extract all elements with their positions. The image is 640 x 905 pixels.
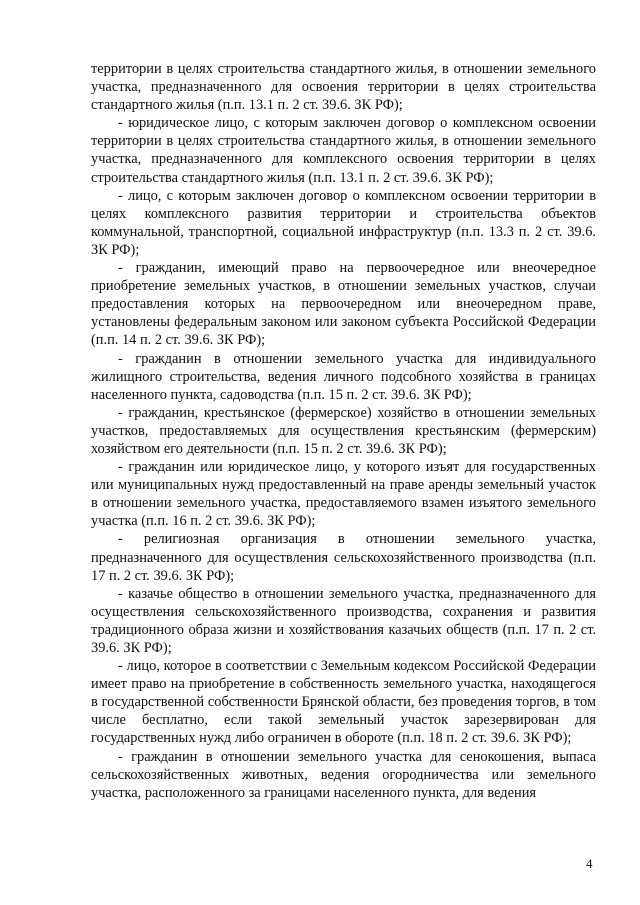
list-item-seized-land-replacement: - гражданин или юридическое лицо, у которого изъят для государственных или муниципальных нужд предоставленный на праве аренды земельный участок в отношении земельного участка, предоставляемого взамен изъятого земельного участка (п.п. 16 п. 2 ст. 39.6. ЗК РФ); bbox=[91, 459, 596, 530]
list-item-complex-development-contract: - лицо, с которым заключен договор о комплексном освоении территории в целях комплексного развития территории и строительства объектов коммунальной, транспортной, социальной инфраструктур (п.п. 13.3 п. 2 ст. 39.6. ЗК РФ); bbox=[91, 187, 596, 258]
paragraph-continuation: территории в целях строительства стандартного жилья, в отношении земельного участка, предназначенного для освоения территории в целях строительства стандартного жилья (п.п. 13.1 п. 2 ст. 39.6. ЗК РФ); bbox=[91, 61, 596, 114]
list-item-farm-household: - гражданин, крестьянское (фермерское) хозяйство в отношении земельных участков, предоставляемых для осуществления крестьянским (фермерским) хозяйством его деятельности (п.п. 15 п. 2 ст. 39.6. ЗК РФ); bbox=[91, 404, 596, 457]
list-item-religious-organization: - религиозная организация в отношении земельного участка, предназначенного для осуществления сельскохозяйственного производства (п.п. 17 п. 2 ст. 39.6. ЗК РФ); bbox=[91, 531, 596, 584]
list-item-haymaking-grazing: - гражданин в отношении земельного участка для сенокошения, выпаса сельскохозяйственных животных, ведения огородничества или земельного участка, расположенного за границами населенного пункта, для ведения bbox=[91, 748, 596, 801]
list-item-cossack-society: - казачье общество в отношении земельного участка, предназначенного для осуществления сельскохозяйственного производства, сохранения и развития традиционного образа жизни и хозяйствования казачьих обществ (п.п. 17 п. 2 ст. 39.6. ЗК РФ); bbox=[91, 585, 596, 656]
list-item-priority-acquisition-right: - гражданин, имеющий право на первоочередное или внеочередное приобретение земельных участков, в отношении земельных участков, случаи предоставления которых на первоочередном или внеочередном праве, установлены федеральным законом или законом субъекта Российской Федерации (п.п. 14 п. 2 ст. 39.6. ЗК РФ); bbox=[91, 260, 596, 349]
list-item-reserved-land: - лицо, которое в соответствии с Земельным кодексом Российской Федерации имеет право на приобретение в собственность земельного участка, находящегося в государственной собственности Брянской области, без проведения торгов, в том числе бесплатно, если такой земельный участок зарезервирован для государственных нужд либо ограничен в обороте (п.п. 18 п. 2 ст. 39.6. ЗК РФ); bbox=[91, 658, 596, 747]
list-item-legal-entity-standard-housing: - юридическое лицо, с которым заключен договор о комплексном освоении территории в целях строительства стандартного жилья, в отношении земельного участка, предназначенного для комплексного освоения территории в целях строительства стандартного жилья (п.п. 13.1 п. 2 ст. 39.6. ЗК РФ); bbox=[91, 115, 596, 186]
list-item-individual-housing: - гражданин в отношении земельного участка для индивидуального жилищного строительства, ведения личного подсобного хозяйства в границах населенного пункта, садоводства (п.п. 15 п. 2 ст. 39.6. ЗК РФ); bbox=[91, 350, 596, 403]
document-body bbox=[91, 60, 596, 802]
page-number: 4 bbox=[586, 856, 593, 871]
